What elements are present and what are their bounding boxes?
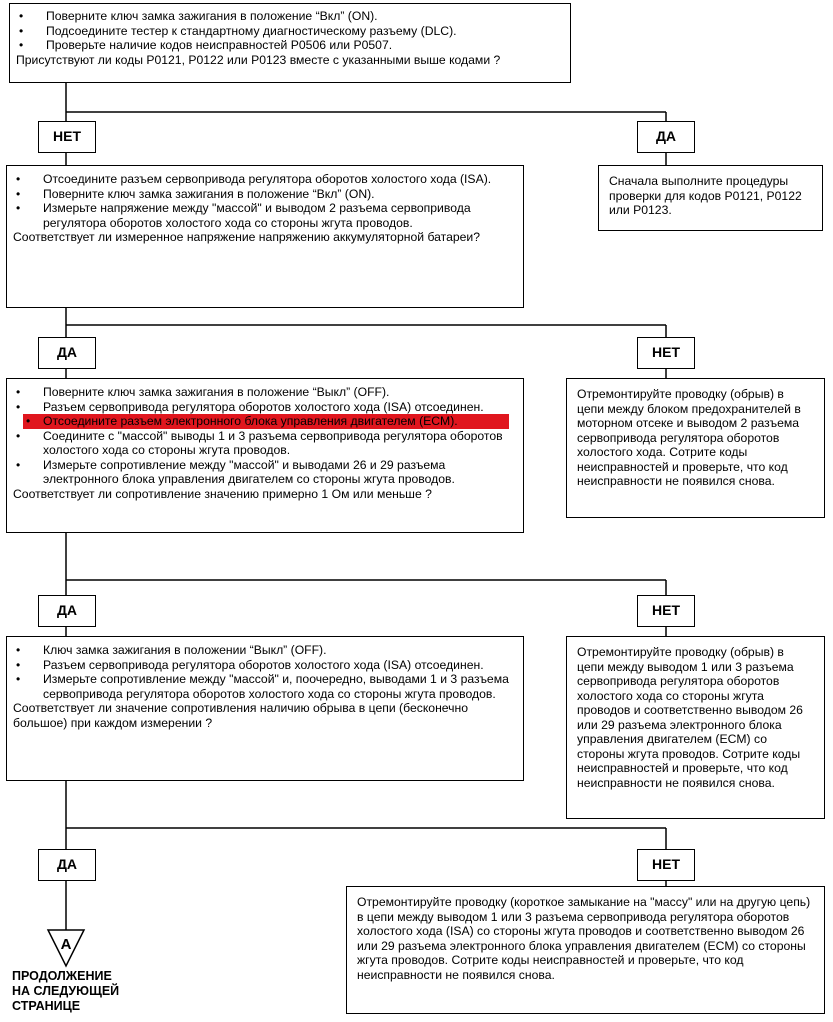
continued-line: СТРАНИЦЕ: [12, 999, 81, 1013]
branch-no-2: НЕТ: [637, 337, 695, 369]
step-3-box: [6, 378, 524, 533]
branch-yes-4: ДА: [38, 849, 96, 881]
step-1-item: • Проверьте наличие кодов неисправностей P0506 или P0507.: [16, 38, 564, 53]
result-box-1: Сначала выполните процедуры проверки для кодов P0121, P0122 или P0123.: [598, 165, 823, 231]
step-3-item-highlighted-text: Отсоедините разъем электронного блока управления двигателем (ECM).: [43, 414, 458, 428]
result-box-4: Отремонтируйте проводку (короткое замыкание на "массу" или на другую цепь) в цепи между выводом 1 или 3 разъема сервопривода регулятора оборотов холостого хода (ISA) со стороны жгута проводов и соответственно выводом 26 или 29 разъема электронного блока управления двигателем (ECM) со стороны жгута проводов. Сотрите коды неисправностей и проверьте, что код неисправности не появился снова.: [346, 886, 825, 1014]
step-4-question: Соответствует ли значение сопротивления наличию обрыва в цепи (бесконечно большое) при каждом измерении ?: [13, 701, 469, 730]
step-4-item: • Ключ замка зажигания в положении “Выкл” (OFF).: [13, 643, 517, 658]
step-2-item: • Поверните ключ замка зажигания в положение “Вкл” (ON).: [13, 187, 517, 202]
branch-yes-1: ДА: [637, 121, 695, 153]
step-3-item-highlighted: [23, 414, 509, 429]
step-2-item: • Отсоедините разъем сервопривода регулятора оборотов холостого хода (ISA).: [13, 172, 517, 187]
branch-no-4: НЕТ: [637, 849, 695, 881]
step-1-box: [9, 3, 571, 83]
step-4-item: • Разъем сервопривода регулятора оборотов холостого хода (ISA) отсоединен.: [13, 658, 517, 673]
connector-a-label: A: [60, 936, 72, 953]
branch-yes-2: ДА: [38, 337, 96, 369]
step-1-item: • Поверните ключ замка зажигания в положение “Вкл” (ON).: [16, 9, 564, 24]
continued-next-page: [12, 969, 119, 1014]
step-3-item: • Поверните ключ замка зажигания в положение “Выкл” (OFF).: [13, 385, 517, 400]
step-4-box: [6, 636, 524, 781]
branch-yes-3: ДА: [38, 595, 96, 627]
step-1-item: • Подсоедините тестер к стандартному диагностическому разъему (DLC).: [16, 24, 564, 39]
step-1-question: Присутствуют ли коды P0121, P0122 или P0123 вместе с указанными выше кодами ?: [16, 52, 501, 67]
continued-line: ПРОДОЛЖЕНИЕ: [12, 969, 112, 983]
step-3-item: • Соедините с "массой" выводы 1 и 3 разъема сервопривода регулятора оборотов холостого хода со стороны жгута проводов.: [13, 429, 517, 458]
step-3-question: Соответствует ли сопротивление значению примерно 1 Ом или меньше ?: [13, 486, 432, 501]
step-3-item: • Измерьте сопротивление между "массой" и выводами 26 и 29 разъема электронного блока управления двигателем со стороны жгута проводов.: [13, 458, 517, 487]
step-2-question: Соответствует ли измеренное напряжение напряжению аккумуляторной батареи?: [13, 230, 481, 244]
step-2-item: • Измерьте напряжение между "массой" и выводом 2 разъема сервопривода регулятора оборотов холостого хода со стороны жгута проводов.: [13, 201, 517, 230]
step-3-item: • Разъем сервопривода регулятора оборотов холостого хода (ISA) отсоединен.: [13, 400, 517, 415]
result-box-2: Отремонтируйте проводку (обрыв) в цепи между блоком предохранителей в моторном отсеке и выводом 2 разъема сервопривода регулятора оборотов холостого хода. Сотрите коды неисправностей и проверьте, что код неисправности не появился снова.: [566, 378, 825, 518]
branch-no-1: НЕТ: [38, 121, 96, 153]
step-4-item: • Измерьте сопротивление между "массой" и, поочередно, выводами 1 и 3 разъема сервопривода регулятора оборотов холостого хода со стороны жгута проводов.: [13, 672, 517, 701]
step-2-box: [6, 165, 524, 308]
result-box-3: Отремонтируйте проводку (обрыв) в цепи между выводом 1 или 3 разъема сервопривода регулятора оборотов холостого хода со стороны жгута проводов и соответственно выводом 26 или 29 разъема электронного блока управления двигателем (ECM) со стороны жгута проводов. Сотрите коды неисправностей и проверьте, что код неисправности не появился снова.: [566, 636, 825, 819]
continued-line: НА СЛЕДУЮЩЕЙ: [12, 984, 120, 998]
branch-no-3: НЕТ: [637, 595, 695, 627]
